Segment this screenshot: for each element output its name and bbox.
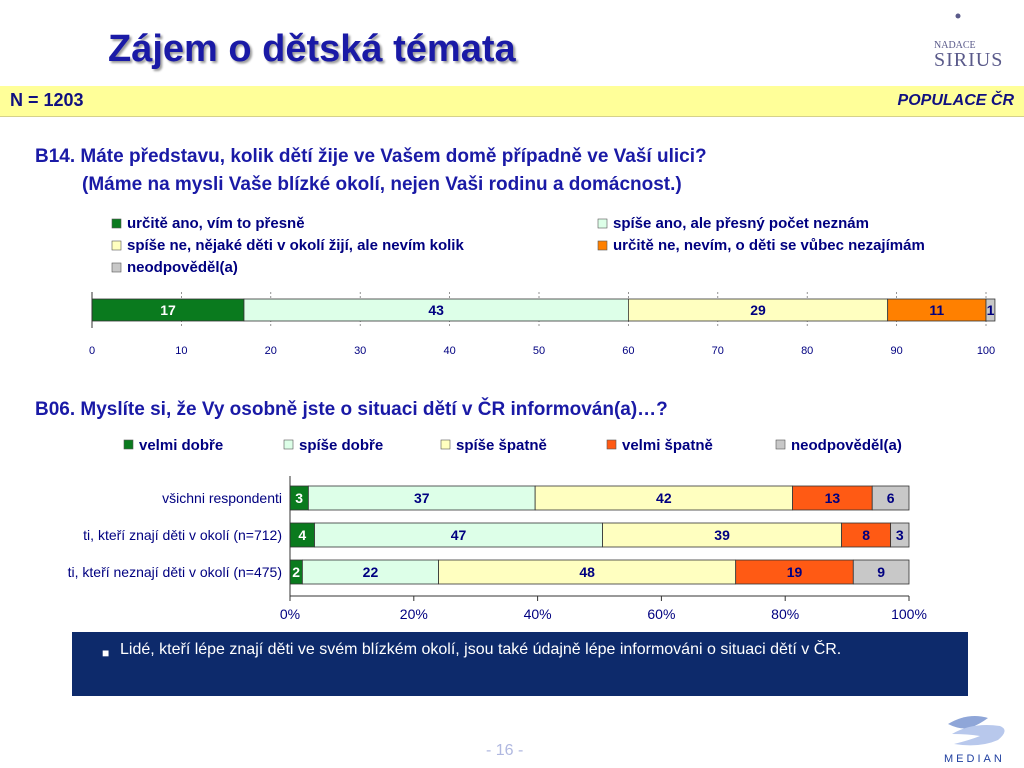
legend-swatch-b06-2 — [441, 440, 450, 449]
data-label-b06-0-3: 13 — [824, 490, 841, 506]
tick-label-b14-1: 10 — [175, 345, 188, 357]
population-label: POPULACE ČR — [897, 92, 1014, 109]
data-label-b06-1-1: 47 — [450, 527, 467, 543]
median-logo — [940, 710, 1018, 766]
category-label-b06-2: ti, kteří neznají děti v okolí (n=475) — [67, 564, 282, 580]
data-label-b06-2-4: 9 — [877, 564, 886, 580]
legend-swatch-b14-3 — [598, 241, 607, 250]
data-label-b06-1-0: 4 — [298, 527, 307, 543]
category-label-b06-0: všichni respondenti — [162, 490, 282, 506]
tick-label-b14-9: 90 — [890, 345, 903, 357]
data-label-b06-1-4: 3 — [895, 527, 904, 543]
question-b06: B06. Myslíte si, že Vy osobně jste o situaci dětí v ČR informován(a)…? — [35, 399, 668, 420]
legend-swatch-b06-3 — [607, 440, 616, 449]
data-label-b14-4: 1 — [986, 302, 995, 318]
category-label-b06-1: ti, kteří znají děti v okolí (n=712) — [83, 527, 282, 543]
legend-label-b14-4: neodpověděl(a) — [127, 259, 238, 276]
median-wordmark: MEDIAN — [944, 753, 1005, 765]
tick-label-b14-4: 40 — [443, 345, 456, 357]
legend-label-b14-2: spíše ne, nějaké děti v okolí žijí, ale nevím kolik — [127, 237, 464, 254]
legend-swatch-b14-2 — [112, 241, 121, 250]
crescent-mark — [942, 14, 966, 33]
legend-label-b06-3: velmi špatně — [622, 437, 713, 454]
data-label-b06-2-1: 22 — [362, 564, 379, 580]
tick-label-b06-5: 100% — [891, 606, 927, 622]
legend-label-b06-2: spíše špatně — [456, 437, 547, 454]
tick-label-b14-3: 30 — [354, 345, 367, 357]
tick-label-b14-2: 20 — [264, 345, 277, 357]
data-label-b06-1-2: 39 — [714, 527, 730, 543]
legend-label-b06-1: spíše dobře — [299, 437, 384, 454]
legend-label-b14-1: spíše ano, ale přesný počet neznám — [613, 215, 869, 232]
legend-swatch-b14-0 — [112, 219, 121, 228]
tick-label-b14-0: 0 — [88, 345, 96, 357]
legend-label-b14-0: určitě ano, vím to přesně — [127, 215, 305, 232]
data-label-b06-1-3: 8 — [862, 527, 870, 543]
data-label-b06-2-2: 48 — [579, 564, 595, 580]
legend-swatch-b06-0 — [124, 440, 133, 449]
tick-label-b06-4: 80% — [771, 606, 800, 622]
data-label-b06-2-3: 19 — [786, 564, 803, 580]
chart-b14 — [0, 210, 1024, 370]
legend-swatch-b06-4 — [776, 440, 785, 449]
data-label-b14-1: 43 — [428, 302, 444, 318]
data-label-b06-0-1: 37 — [413, 490, 430, 506]
tick-label-b14-8: 80 — [801, 345, 814, 357]
tick-label-b14-7: 70 — [711, 345, 724, 357]
legend-swatch-b14-4 — [112, 263, 121, 272]
chart-b06 — [0, 432, 1024, 627]
nadace-sirius-logo — [930, 8, 1014, 72]
legend-label-b14-3: určitě ne, nevím, o děti se vůbec nezajímám — [613, 237, 925, 254]
sample-size-label: N = 1203 — [10, 90, 84, 110]
tick-label-b14-5: 50 — [532, 345, 546, 357]
data-label-b14-3: 11 — [929, 302, 945, 318]
legend-label-b06-4: neodpověděl(a) — [791, 437, 902, 454]
tick-label-b06-0: 0% — [279, 606, 301, 622]
bullet-icon: ■ — [102, 646, 110, 660]
sample-band — [0, 86, 1024, 117]
tick-label-b14-10: 100 — [976, 345, 996, 357]
page-title: Zájem o dětská témata — [108, 28, 516, 70]
logo-line1: NADACE — [934, 40, 976, 51]
star-dot — [956, 14, 961, 19]
page-number: - 16 - — [486, 742, 524, 759]
data-label-b06-0-4: 6 — [886, 490, 895, 506]
data-label-b14-2: 29 — [750, 302, 766, 318]
logo-line2: SIRIUS — [934, 49, 1004, 71]
legend-swatch-b14-1 — [598, 219, 607, 228]
data-label-b14-0: 17 — [160, 302, 176, 318]
question-b14-line2: (Máme na mysli Vaše blízké okolí, nejen Vaši rodinu a domácnost.) — [82, 174, 682, 195]
conclusion-box — [72, 632, 968, 696]
legend-label-b06-0: velmi dobře — [139, 437, 224, 454]
data-label-b06-2-0: 2 — [292, 564, 301, 580]
tick-label-b06-2: 40% — [523, 606, 552, 622]
question-b14-line1: B14. Máte představu, kolik dětí žije ve Vašem domě případně ve Vaší ulici? — [35, 146, 707, 167]
data-label-b06-0-2: 42 — [656, 490, 672, 506]
tick-label-b06-1: 20% — [399, 606, 428, 622]
legend-swatch-b06-1 — [284, 440, 293, 449]
tick-label-b06-3: 60% — [647, 606, 676, 622]
data-label-b06-0-0: 3 — [295, 490, 304, 506]
tick-label-b14-6: 60 — [622, 345, 635, 357]
conclusion-text: Lidé, kteří lépe znají děti ve svém blízkém okolí, jsou také údajně lépe informováni o situaci dětí v ČR. — [120, 641, 842, 658]
